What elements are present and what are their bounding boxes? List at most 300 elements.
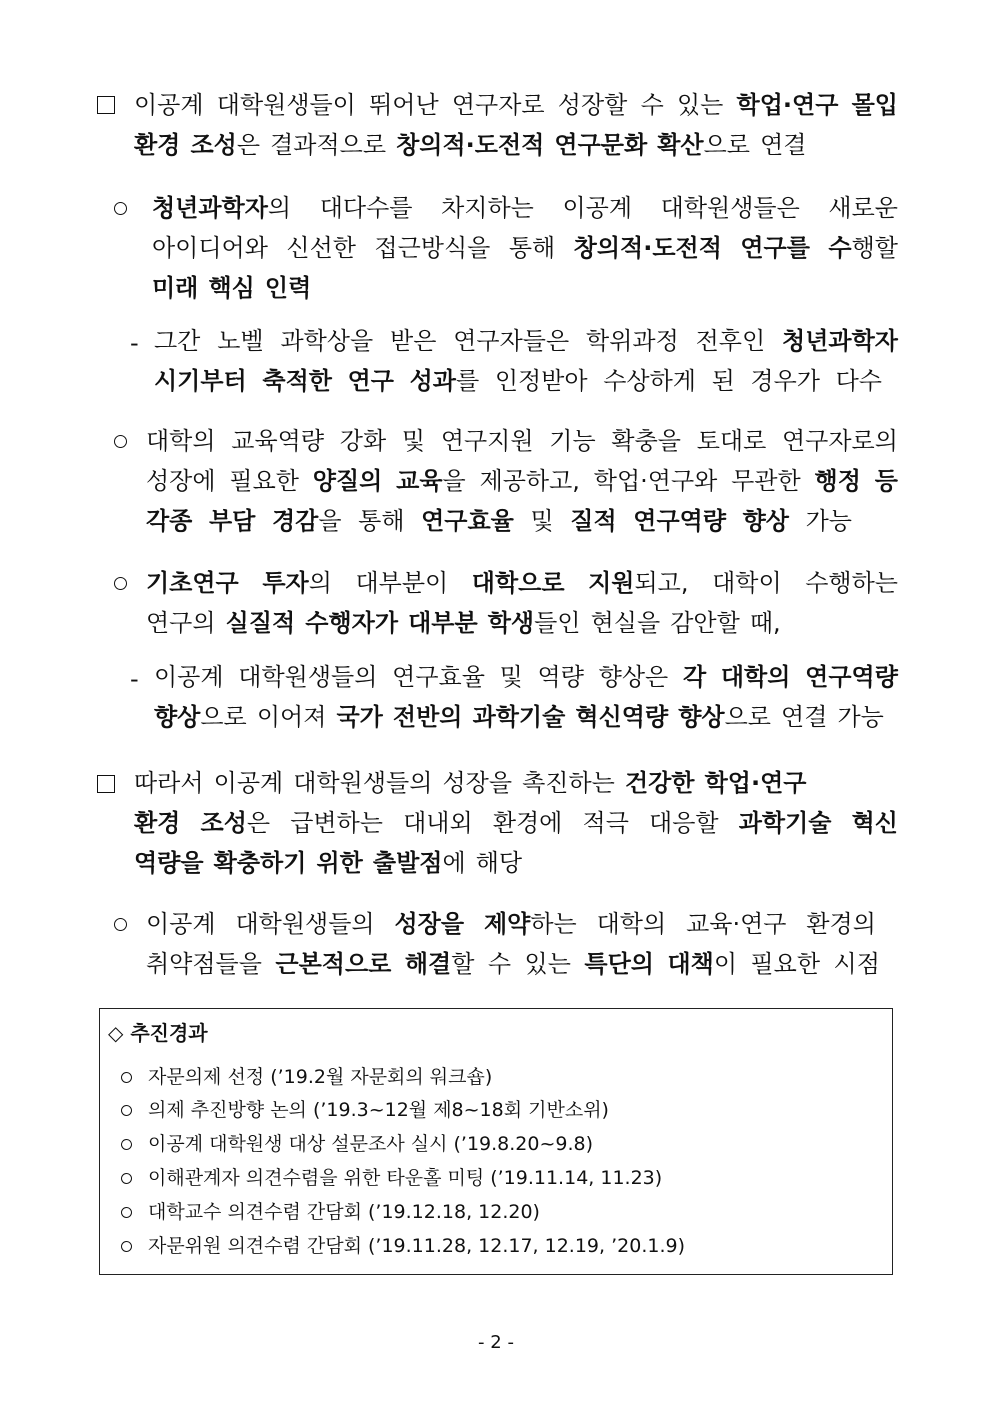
word	[599, 662, 669, 692]
word	[740, 233, 810, 263]
word	[743, 506, 789, 536]
text-run: 급변하는	[290, 809, 383, 837]
word	[805, 662, 898, 692]
progress-item: 자문위원 의견수렴 간담회 (’19.11.28, 12.17, 12.19, ’20.1.9)	[148, 1235, 685, 1257]
circle-bullet-icon	[121, 1105, 132, 1116]
word	[369, 90, 439, 120]
word	[235, 909, 374, 939]
text-run: 신선한	[286, 234, 356, 262]
text-run: 연구의	[146, 609, 216, 637]
text-run: 통해	[508, 234, 556, 262]
text-run: 대학이	[712, 569, 782, 597]
text-run: 창의적·도전적	[573, 234, 722, 262]
text-run: 향상	[678, 703, 725, 731]
circle-bullet-icon	[121, 1241, 132, 1252]
text-run: 이	[713, 950, 737, 978]
text-run: 등	[874, 467, 898, 495]
text-run: 들인	[534, 609, 581, 637]
circle-bullet-icon	[114, 918, 127, 931]
word	[402, 426, 425, 456]
text-run: 의	[267, 194, 292, 222]
word	[782, 426, 898, 456]
word	[293, 768, 432, 798]
word	[712, 366, 735, 396]
word	[737, 90, 839, 120]
word	[875, 466, 898, 496]
word	[678, 702, 771, 732]
word	[152, 273, 198, 303]
text-run: 대학원생들의	[238, 663, 378, 691]
text-run: 대부분이	[355, 569, 449, 597]
text-run: 대학원생들의	[293, 769, 433, 797]
paragraph-line	[154, 366, 882, 396]
word	[852, 90, 898, 120]
text-run: 연구를	[740, 234, 810, 262]
text-run: 이어져	[256, 703, 327, 731]
text-run: 향상	[154, 703, 201, 731]
paragraph-line	[146, 949, 880, 979]
word	[257, 702, 327, 732]
text-run: 제약	[483, 910, 531, 938]
text-run: 있는	[676, 91, 724, 119]
text-run: 이공계	[213, 769, 284, 797]
text-run: 양질의	[312, 467, 383, 495]
text-run: 촉진하는	[522, 769, 615, 797]
text-run: 인력	[264, 274, 312, 302]
text-run: 이공계	[154, 663, 224, 691]
word	[154, 702, 247, 732]
word	[739, 808, 832, 838]
word	[558, 90, 628, 120]
square-bullet-icon	[97, 775, 115, 793]
text-run: 새로운	[828, 194, 898, 222]
text-run: 대학으로	[471, 569, 565, 597]
text-run: 대내외	[403, 809, 473, 837]
paragraph-line	[146, 466, 898, 496]
word	[265, 273, 311, 303]
word	[374, 233, 490, 263]
paragraph-line	[154, 662, 898, 692]
text-run: 경감	[271, 507, 319, 535]
text-run: 실질적	[225, 609, 296, 637]
word	[705, 768, 807, 798]
word	[154, 326, 200, 356]
text-run: 학업·연구	[736, 91, 839, 119]
word	[661, 193, 800, 223]
text-run: 인정받아	[494, 367, 588, 395]
word	[290, 808, 383, 838]
word	[270, 130, 386, 160]
text-run: 학생	[487, 609, 535, 637]
paragraph-line	[134, 90, 898, 120]
word	[348, 366, 394, 396]
word	[275, 949, 391, 979]
word	[530, 506, 553, 536]
text-run: 학업·연구와	[593, 467, 718, 495]
text-run: 기능	[549, 427, 596, 455]
word	[134, 90, 204, 120]
text-run: 수	[640, 91, 664, 119]
word	[214, 848, 307, 878]
text-run: 경우가	[750, 367, 820, 395]
circle-bullet-icon	[121, 1139, 132, 1150]
text-run: 수	[828, 234, 852, 262]
word	[280, 326, 373, 356]
word	[396, 466, 466, 496]
word	[214, 768, 284, 798]
text-run: 수	[487, 950, 512, 978]
circle-bullet-icon	[114, 435, 127, 448]
text-run: 행정	[814, 467, 861, 495]
text-run: 각	[682, 663, 707, 691]
text-run: 역량을	[134, 849, 204, 877]
text-run: 접근방식을	[374, 234, 491, 262]
word	[390, 326, 436, 356]
text-run: 과학기술	[738, 809, 832, 837]
word	[201, 808, 271, 838]
word	[403, 808, 473, 838]
paragraph-line	[146, 426, 898, 456]
text-run: 연구	[347, 367, 394, 395]
text-run: 을	[318, 507, 342, 535]
text-run: 연구문화	[554, 131, 648, 159]
text-run: 성장에	[146, 467, 216, 495]
word	[336, 702, 382, 732]
text-run: 교육	[396, 467, 443, 495]
word	[488, 949, 511, 979]
word	[262, 366, 332, 396]
word	[208, 273, 254, 303]
text-run: 해당	[475, 849, 523, 877]
paragraph-line	[134, 130, 834, 160]
text-run: 전후인	[695, 327, 766, 355]
text-run: 이공계	[562, 194, 633, 222]
word	[286, 233, 356, 263]
text-run: 되고,	[634, 569, 689, 597]
word	[562, 193, 632, 223]
word	[305, 608, 398, 638]
text-run: 제공하고,	[479, 467, 580, 495]
word	[781, 702, 827, 732]
text-run: 확산	[657, 131, 704, 159]
text-run: 차지하는	[441, 194, 534, 222]
text-run: 성장을	[394, 910, 465, 938]
word	[591, 608, 661, 638]
word	[453, 326, 569, 356]
word	[750, 949, 820, 979]
text-run: 특단의	[584, 950, 654, 978]
text-run: 강화	[339, 427, 387, 455]
word	[686, 909, 786, 939]
progress-item: 이공계 대학원생 대상 설문조사 실시 (’19.8.20~9.8)	[148, 1133, 594, 1155]
word	[712, 568, 782, 598]
word	[805, 568, 898, 598]
word	[488, 608, 581, 638]
text-run: 대책	[667, 950, 714, 978]
text-run: 환경	[134, 131, 181, 159]
word	[441, 426, 534, 456]
word	[190, 130, 260, 160]
word	[358, 506, 404, 536]
word	[134, 808, 180, 838]
text-run: 향상	[742, 507, 789, 535]
text-run: 대응할	[649, 809, 719, 837]
text-run: 연구효율	[421, 507, 514, 535]
word	[238, 662, 377, 692]
text-run: 받은	[390, 327, 437, 355]
word	[750, 366, 820, 396]
text-run: 필요한	[750, 950, 821, 978]
text-run: 학위과정	[586, 327, 679, 355]
word	[500, 662, 523, 692]
text-run: 필요한	[229, 467, 299, 495]
word	[554, 130, 647, 160]
text-run: 해결	[404, 950, 452, 978]
text-run: 성장을	[442, 769, 513, 797]
word	[484, 909, 577, 939]
circle-bullet-icon	[114, 577, 127, 590]
text-run: 환경의	[806, 910, 876, 938]
progress-item: 자문의제 선정 (’19.2월 자문회의 워크숍)	[148, 1066, 493, 1088]
word	[476, 848, 522, 878]
text-run: 연구효율	[392, 663, 485, 691]
word	[340, 426, 386, 456]
word	[231, 426, 324, 456]
word	[146, 909, 216, 939]
text-run: 에	[442, 849, 466, 877]
text-run: 연구자로	[451, 91, 545, 119]
paragraph-line	[146, 506, 852, 536]
text-run: 다수	[835, 367, 882, 395]
text-run: 건강한	[624, 769, 695, 797]
paragraph-line	[152, 233, 898, 263]
word	[677, 90, 723, 120]
text-run: 출발점	[372, 849, 443, 877]
word	[493, 808, 563, 838]
word	[152, 233, 268, 263]
text-run: 시점	[833, 950, 880, 978]
word	[597, 909, 667, 939]
word	[396, 130, 544, 160]
text-run: 축적한	[262, 367, 332, 395]
word	[316, 848, 362, 878]
text-run: 가능	[805, 507, 852, 535]
word	[696, 326, 766, 356]
text-run: 교육역량	[231, 427, 325, 455]
text-run: 청년과학자	[782, 327, 898, 355]
text-run: 및	[530, 507, 554, 535]
word	[525, 949, 571, 979]
paragraph-line	[134, 848, 564, 878]
word	[538, 662, 584, 692]
word	[146, 506, 192, 536]
text-run: 으로	[724, 703, 771, 731]
word	[836, 366, 882, 396]
text-run: 성장할	[557, 91, 628, 119]
progress-item: 이해관계자 의견수렴을 위한 타운홀 미팅 (’19.11.14, 11.23)	[148, 1167, 663, 1189]
text-run: 미래	[152, 274, 199, 302]
progress-item: 대학교수 의견수렴 간담회 (’19.12.18, 12.20)	[148, 1201, 540, 1223]
text-run: 대학원생들의	[235, 910, 375, 938]
text-run: 된	[711, 367, 735, 395]
text-run: 조성	[190, 131, 237, 159]
word	[313, 466, 383, 496]
word	[549, 426, 595, 456]
word	[657, 130, 750, 160]
text-run: 투자	[262, 569, 309, 597]
text-run: 근본적으로	[275, 950, 392, 978]
word	[134, 768, 204, 798]
paragraph-line	[152, 273, 452, 303]
paragraph-line	[146, 608, 826, 638]
text-run: 혁신	[851, 809, 898, 837]
text-run: 따라서	[134, 769, 204, 797]
text-run: 적극	[582, 809, 629, 837]
circle-bullet-icon	[121, 1173, 132, 1184]
word	[828, 233, 898, 263]
word	[806, 909, 876, 939]
text-run: 확충을	[611, 427, 681, 455]
word	[408, 608, 478, 638]
word	[570, 506, 616, 536]
word	[229, 466, 299, 496]
word	[480, 466, 580, 496]
text-run: 시기부터	[154, 367, 247, 395]
circle-bullet-icon	[121, 1072, 132, 1083]
word	[442, 768, 512, 798]
text-run: 대학의	[596, 910, 667, 938]
word	[152, 193, 291, 223]
text-run: 질적	[570, 507, 617, 535]
word	[410, 366, 480, 396]
text-run: 대학의	[146, 427, 216, 455]
text-run: 혁신역량	[575, 703, 669, 731]
text-run: 연구자로의	[782, 427, 898, 455]
text-run: 대다수를	[319, 194, 413, 222]
paragraph-line	[154, 326, 898, 356]
word	[594, 466, 718, 496]
word	[806, 506, 852, 536]
paragraph-line	[134, 768, 862, 798]
text-run: 으로	[200, 703, 247, 731]
word	[394, 909, 464, 939]
text-run: 및	[401, 427, 426, 455]
word	[146, 949, 262, 979]
word	[355, 568, 448, 598]
text-run: 연구역량	[805, 663, 898, 691]
word	[154, 662, 224, 692]
word	[721, 662, 791, 692]
text-run: 연구지원	[440, 427, 534, 455]
text-run: 국가	[336, 703, 383, 731]
word	[392, 662, 485, 692]
text-run: 때,	[749, 609, 781, 637]
word	[509, 233, 555, 263]
text-run: 토대로	[696, 427, 767, 455]
word	[649, 808, 719, 838]
text-run: 이공계	[146, 910, 216, 938]
word	[633, 506, 726, 536]
word	[838, 702, 884, 732]
text-run: 연결	[781, 703, 828, 731]
word	[760, 130, 806, 160]
text-run: 대부분	[408, 609, 478, 637]
text-run: 및	[499, 663, 523, 691]
text-run: 할	[451, 950, 475, 978]
word	[697, 426, 767, 456]
text-run: 감안할	[670, 609, 740, 637]
text-run: 환경에	[492, 809, 563, 837]
word	[750, 608, 781, 638]
circle-bullet-icon	[114, 202, 127, 215]
text-run: 지원	[588, 569, 635, 597]
word	[472, 568, 565, 598]
circle-bullet-icon	[121, 1207, 132, 1218]
paragraph-line	[134, 808, 898, 838]
text-run: 결과적으로	[270, 131, 387, 159]
word	[146, 466, 216, 496]
word	[320, 193, 413, 223]
text-run: 위한	[316, 849, 363, 877]
word	[583, 808, 629, 838]
text-run: 대학의	[720, 663, 791, 691]
text-run: 통해	[358, 507, 405, 535]
text-run: 몰입	[851, 91, 898, 119]
word	[683, 662, 706, 692]
text-run: 이공계	[134, 91, 204, 119]
word	[731, 466, 801, 496]
word	[405, 949, 475, 979]
text-run: 부담	[208, 507, 256, 535]
text-run: 을	[442, 467, 466, 495]
text-run: 노벨	[217, 327, 264, 355]
word	[611, 426, 681, 456]
text-run: 전반의	[392, 703, 463, 731]
text-run: 현실을	[590, 609, 661, 637]
text-run: 아이디어와	[152, 234, 268, 262]
word	[828, 193, 898, 223]
text-run: 수행자가	[305, 609, 399, 637]
text-run: 행할	[851, 234, 898, 262]
dash-bullet-icon: -	[130, 665, 139, 693]
word	[393, 702, 463, 732]
word	[522, 768, 615, 798]
text-run: 있는	[524, 950, 571, 978]
text-run: 으로	[703, 131, 750, 159]
word	[574, 233, 722, 263]
word	[603, 366, 696, 396]
text-run: 과학상을	[280, 327, 374, 355]
text-run: 과학기술	[472, 703, 566, 731]
text-run: 각종	[146, 507, 193, 535]
text-run: 연결	[760, 131, 807, 159]
word	[146, 568, 239, 598]
progress-box-title: ◇ 추진경과	[108, 1021, 208, 1045]
paragraph-line	[154, 702, 884, 732]
word	[134, 848, 204, 878]
progress-item: 의제 추진방향 논의 (’19.3~12월 제8~18회 기반소위)	[148, 1099, 609, 1121]
text-run: 역량	[537, 663, 584, 691]
square-bullet-icon	[97, 96, 115, 114]
word	[146, 608, 216, 638]
word	[852, 808, 898, 838]
text-run: 기초연구	[146, 569, 239, 597]
word	[373, 848, 466, 878]
word	[815, 466, 861, 496]
word	[217, 90, 356, 120]
word	[641, 90, 664, 120]
text-run: 뛰어난	[369, 91, 439, 119]
